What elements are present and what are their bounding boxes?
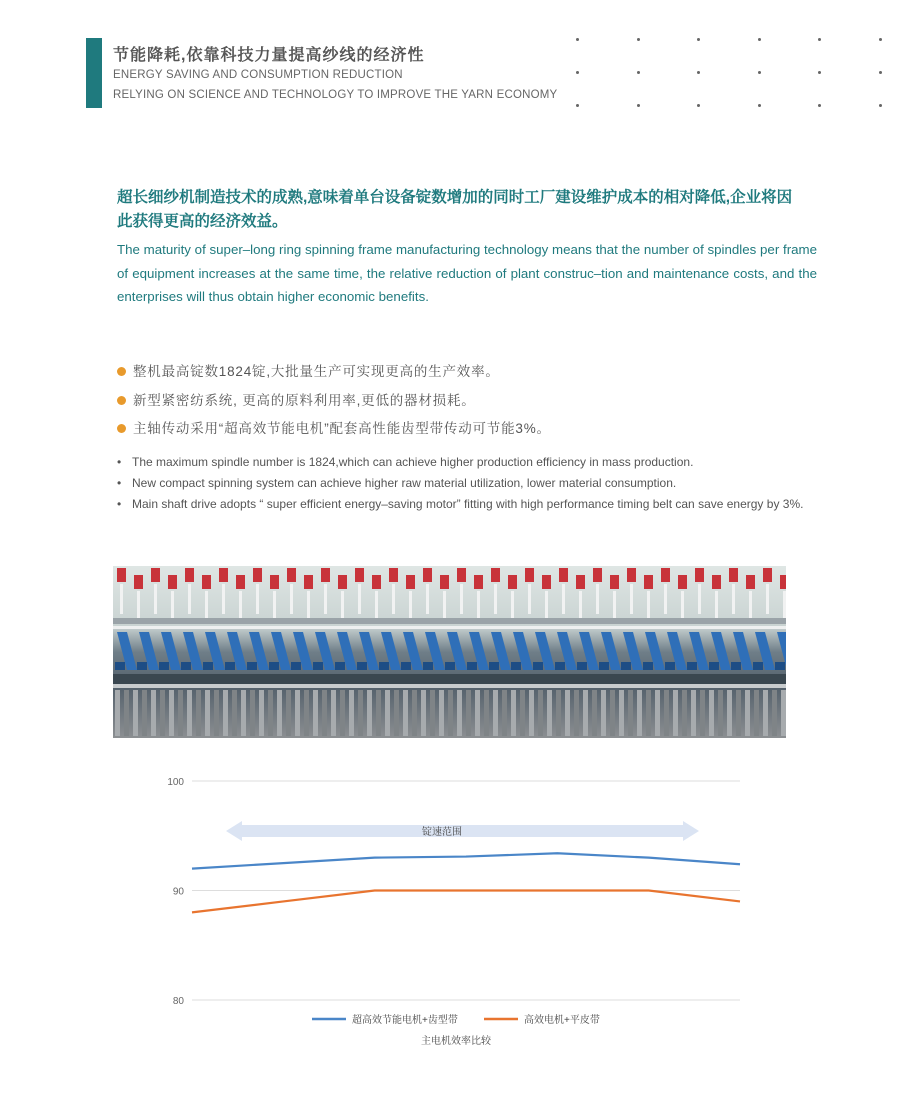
spindle-tube [367,690,372,736]
yarn-strand [426,584,429,614]
bobbin-cap [202,575,211,589]
lead-paragraph-en: The maturity of super–long ring spinning frame manufacturing technology means that the number of spindles per frame of equipment increases at the same time, the relative reduction of plant construc–tion and maintenance costs, and the enterprises will thus obtain higher economic benefits. [117,242,817,304]
grid-dot [576,104,579,107]
yarn-strand [341,591,344,621]
bobbin-cap [661,568,670,582]
yarn-strand [749,591,752,621]
yarn-strand [647,591,650,621]
spindle-tube [763,690,768,736]
spindle-tube [421,690,426,736]
yarn-strand [511,591,514,621]
spindle-tube [781,690,786,736]
spindle-tube [151,690,156,736]
chart-title: 主电机效率比较 [421,1036,491,1047]
list-item: • The maximum spindle number is 1824,which can achieve higher production efficiency in mass production. [117,452,837,473]
bobbin-cap [372,575,381,589]
spindle-tube [241,690,246,736]
spindle-tube [718,690,723,736]
spindle-tube [124,690,129,736]
yarn-strand [630,584,633,614]
spindle-tube [628,690,633,736]
grid-dot [879,71,882,74]
drafting-roller [181,662,191,670]
spindle-tube [331,690,336,736]
bobbin-cap [389,568,398,582]
drafting-roller [225,662,235,670]
bobbin-cap [219,568,228,582]
yarn-strand [358,584,361,614]
spindle-tube [592,690,597,736]
spindle-tube [259,690,264,736]
spindle-tube [727,690,732,736]
drafting-roller [423,662,433,670]
legend-label: 高效电机+平皮带 [524,1015,600,1026]
spindle-tube [394,690,399,736]
grid-dot [758,71,761,74]
spindle-tube [313,690,318,736]
motor-efficiency-chart [150,760,770,1060]
drafting-roller [643,662,653,670]
list-item [117,358,551,387]
spindle-tube [682,690,687,736]
spindle-tube [196,690,201,736]
yarn-strand [494,584,497,614]
drafting-roller [709,662,719,670]
bobbin-cap [151,568,160,582]
bobbin-cap [559,568,568,582]
spindle-tube [115,690,120,736]
yarn-strand [477,591,480,621]
grid-dot [637,104,640,107]
annotation-label: 锭速范围 [422,827,462,838]
grid-dot [879,104,882,107]
bobbin-cap [712,575,721,589]
spindle-tube [376,690,381,736]
page-title: 节能降耗,依靠科技力量提高纱线的经济性 [113,47,425,64]
bobbin-cap [508,575,517,589]
spindle-tube [475,690,480,736]
spindle-tube [133,690,138,736]
spindle-tube [673,690,678,736]
yarn-strand [154,584,157,614]
yarn-strand [613,591,616,621]
yarn-strand [205,591,208,621]
spindle-tube [322,690,327,736]
drafting-roller [621,662,631,670]
list-item [117,415,551,444]
grid-dot [697,71,700,74]
spindle-tube [232,690,237,736]
yarn-strand [545,591,548,621]
spindle-tube [664,690,669,736]
spindle-tube [142,690,147,736]
y-tick-label: 100 [167,777,184,788]
bobbin-cap [678,575,687,589]
spindle-tube [547,690,552,736]
yarn-strand [443,591,446,621]
bobbin-cap [168,575,177,589]
bobbin-cap [525,568,534,582]
spindle-tube [709,690,714,736]
bobbin-cap [304,575,313,589]
bullet-dot-icon [117,396,126,405]
spindle-tube [700,690,705,736]
grid-dot [576,71,579,74]
spindle-tube [349,690,354,736]
feature-list-cn [117,358,551,444]
drafting-roller [775,662,785,670]
drafting-roller [599,662,609,670]
bobbin-cap [117,568,126,582]
yarn-strand [307,591,310,621]
bobbin-cap [610,575,619,589]
spindle-tube [511,690,516,736]
spindle-tube [223,690,228,736]
spindle-tube [520,690,525,736]
drafting-roller [291,662,301,670]
bobbin-cap [355,568,364,582]
spindle-tube [295,690,300,736]
bobbin-cap [406,575,415,589]
yarn-strand [579,591,582,621]
spindle-tube [457,690,462,736]
page-subtitle-line1: ENERGY SAVING AND CONSUMPTION REDUCTION [113,69,403,81]
drafting-roller [115,662,125,670]
spindle-tube [745,690,750,736]
grid-dot [576,38,579,41]
spindle-tube [286,690,291,736]
spindle-tube [646,690,651,736]
drafting-roller [533,662,543,670]
bobbin-cap [746,575,755,589]
bobbin-cap [763,568,772,582]
drafting-roller [687,662,697,670]
spindle-tube [277,690,282,736]
speed-range-arrow [226,821,699,841]
bobbin-cap [474,575,483,589]
spindle-tube [268,690,273,736]
yarn-strand [766,584,769,614]
list-item: • New compact spinning system can achieve higher raw material utilization, lower material consumption. [117,473,837,494]
spindle-tube [250,690,255,736]
yarn-strand [188,584,191,614]
bobbin-cap [185,568,194,582]
bobbin-cap [729,568,738,582]
grid-dot [818,38,821,41]
bobbin-cap [491,568,500,582]
bobbin-cap [253,568,262,582]
spindle-tube [439,690,444,736]
header-accent-bar [86,38,102,108]
bobbin-cap [236,575,245,589]
drafting-roller [665,662,675,670]
yarn-strand [375,591,378,621]
spindle-tube [637,690,642,736]
bobbin-cap [576,575,585,589]
spindle-tube [655,690,660,736]
yarn-strand [171,591,174,621]
spindle-tube [610,690,615,736]
list-item: • Main shaft drive adopts “ super efficient energy–saving motor” fitting with high performance timing belt can save energy by 3%. [117,494,837,515]
bullet-dot-icon [117,424,126,433]
spindle-tube [691,690,696,736]
spindle-tube [412,690,417,736]
yarn-strand [732,584,735,614]
grid-dot [879,38,882,41]
spindle-tube [160,690,165,736]
spindle-tube [214,690,219,736]
lead-paragraph-cn: 超长细纱机制造技术的成熟,意味着单台设备锭数增加的同时工厂建设维护成本的相对降低,企业将因此获得更高的经济效益。 [117,189,793,230]
grid-dot [758,104,761,107]
series-line-1 [192,853,740,868]
grid-dot [637,38,640,41]
spindle-tube [205,690,210,736]
yarn-strand [409,591,412,621]
spindle-tube [529,690,534,736]
yarn-strand [222,584,225,614]
spindle-tube [574,690,579,736]
series-line-2 [192,891,740,913]
drafting-roller [313,662,323,670]
drafting-roller [137,662,147,670]
spindle-tube [385,690,390,736]
spindle-tube [538,690,543,736]
drafting-roller [489,662,499,670]
yarn-strand [256,584,259,614]
drafting-roller [577,662,587,670]
y-tick-label: 80 [172,996,184,1007]
spindle-tube [583,690,588,736]
bobbin-cap [423,568,432,582]
drafting-roller [335,662,345,670]
spindle-tube [772,690,777,736]
yarn-strand [290,584,293,614]
spindle-tube [619,690,624,736]
bobbin-cap [338,575,347,589]
spindle-tube [601,690,606,736]
drafting-roller [555,662,565,670]
grid-dot [758,38,761,41]
bobbin-cap [287,568,296,582]
spindle-tube [403,690,408,736]
decorative-dot-grid [560,30,900,115]
yarn-strand [137,591,140,621]
spindle-tube [178,690,183,736]
drafting-roller [401,662,411,670]
spindle-tube [565,690,570,736]
spindle-tube [169,690,174,736]
yarn-strand [715,591,718,621]
yarn-strand [596,584,599,614]
list-item-text: 整机最高锭数1824锭,大批量生产可实现更高的生产效率。 [133,364,500,379]
feature-list-en [117,452,837,515]
bobbin-cap [134,575,143,589]
bobbin-cap [440,575,449,589]
drafting-roller [357,662,367,670]
yarn-strand [698,584,701,614]
drafting-roller [159,662,169,670]
spindle-tube [340,690,345,736]
yarn-strand [239,591,242,621]
bullet-dot-icon [117,367,126,376]
spindle-tube [430,690,435,736]
grid-dot [697,38,700,41]
drafting-roller [467,662,477,670]
drafting-roller [379,662,389,670]
spindle-tube [448,690,453,736]
drafting-roller [511,662,521,670]
yarn-strand [783,591,786,621]
yarn-strand [681,591,684,621]
spindle-tube [484,690,489,736]
list-item-text: 新型紧密纺系统, 更高的原料利用率,更低的器材损耗。 [133,392,476,408]
spindle-tube [754,690,759,736]
bobbin-cap [270,575,279,589]
drafting-roller [203,662,213,670]
yarn-strand [392,584,395,614]
yarn-strand [562,584,565,614]
yarn-strand [273,591,276,621]
spindle-tube [493,690,498,736]
grid-dot [697,104,700,107]
bobbin-cap [627,568,636,582]
bobbin-cap [593,568,602,582]
drafting-roller [753,662,763,670]
drafting-roller [731,662,741,670]
list-item-text: 主轴传动采用“超高效节能电机”配套高性能齿型带传动可节能3%。 [133,421,551,436]
yarn-strand [528,584,531,614]
grid-dot [818,104,821,107]
page-subtitle-line2: RELYING ON SCIENCE AND TECHNOLOGY TO IMPROVE THE YARN ECONOMY [113,89,558,101]
yarn-strand [460,584,463,614]
bobbin-cap [644,575,653,589]
spindle-tube [556,690,561,736]
drafting-roller [247,662,257,670]
spindle-tube [304,690,309,736]
grid-dot [637,71,640,74]
legend-label: 超高效节能电机+齿型带 [352,1015,458,1026]
grid-dot [818,71,821,74]
bobbin-cap [321,568,330,582]
spindle-tube [358,690,363,736]
spinning-frame-photo [113,566,786,738]
spindle-tube [502,690,507,736]
list-item [117,387,551,416]
spindle-tube [736,690,741,736]
y-tick-label: 90 [172,886,184,898]
yarn-strand [324,584,327,614]
bobbin-cap [780,575,786,589]
spindle-tube [466,690,471,736]
drafting-roller [445,662,455,670]
yarn-strand [664,584,667,614]
bobbin-cap [457,568,466,582]
yarn-strand [120,584,123,614]
drafting-roller [269,662,279,670]
spindle-tube [187,690,192,736]
bobbin-cap [542,575,551,589]
bobbin-cap [695,568,704,582]
